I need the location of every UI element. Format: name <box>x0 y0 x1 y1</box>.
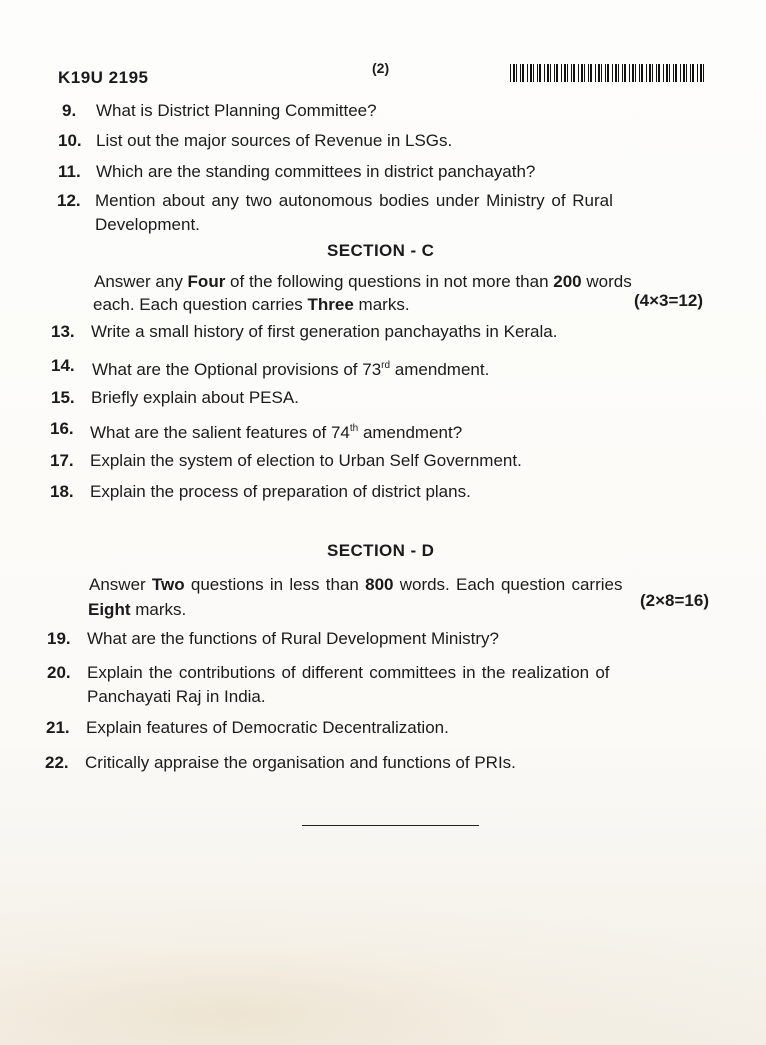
section-d-marks: (2×8=16) <box>640 591 709 610</box>
question-number: 14. <box>51 356 75 375</box>
section-d-title: SECTION - D <box>327 541 435 560</box>
question-number: 12. <box>57 191 81 210</box>
question-number: 11. <box>58 162 81 181</box>
question-number: 20. <box>47 663 71 682</box>
question-number: 16. <box>50 419 74 438</box>
question-text: What is District Planning Committee? <box>96 101 377 120</box>
question-number: 17. <box>50 451 74 470</box>
question-13 <box>51 321 557 343</box>
question-20-continued: Panchayati Raj in India. <box>87 687 266 706</box>
question-number: 9. <box>62 101 77 120</box>
question-text: Critically appraise the organisation and functions of PRIs. <box>85 753 516 772</box>
question-text: What are the functions of Rural Development Ministry? <box>87 629 499 648</box>
question-16 <box>50 418 462 444</box>
question-17 <box>50 450 522 472</box>
question-text: Which are the standing committees in district panchayath? <box>96 162 536 181</box>
section-c-instructions: Answer any Four of the following questions in not more than 200 words <box>94 272 632 291</box>
question-14 <box>51 355 489 381</box>
paper-stain <box>0 890 766 1045</box>
question-12 <box>57 190 613 212</box>
question-number: 19. <box>47 629 71 648</box>
question-20 <box>47 662 610 684</box>
section-d-instructions-line2: Eight marks. <box>88 600 187 619</box>
page-number: (2) <box>372 60 390 76</box>
question-number: 13. <box>51 322 75 341</box>
question-number: 10. <box>58 131 82 150</box>
question-text: Write a small history of first generation panchayaths in Kerala. <box>91 322 558 341</box>
question-19 <box>47 628 499 650</box>
question-number: 21. <box>46 718 70 737</box>
question-21 <box>46 717 449 739</box>
question-18 <box>50 481 471 503</box>
question-text: Mention about any two autonomous bodies under Ministry of Rural <box>95 191 613 210</box>
section-c-marks: (4×3=12) <box>634 291 703 310</box>
question-12-continued: Development. <box>95 215 200 234</box>
question-text: Explain features of Democratic Decentralization. <box>86 718 449 737</box>
barcode-image <box>510 64 706 82</box>
paper-code: K19U 2195 <box>58 68 149 87</box>
section-c-instructions-line2: each. Each question carries Three marks. <box>93 295 410 314</box>
end-of-paper-rule <box>302 825 479 826</box>
question-11 <box>58 161 535 183</box>
question-text: What are the Optional provisions of 73rd amendment. <box>92 360 490 379</box>
question-number: 22. <box>45 753 69 772</box>
question-15 <box>51 387 299 409</box>
question-22 <box>45 752 516 774</box>
question-number: 18. <box>50 482 74 501</box>
question-text: Explain the process of preparation of district plans. <box>90 482 471 501</box>
section-d-instructions: Answer Two questions in less than 800 words. Each question carries <box>89 575 623 594</box>
question-text: Briefly explain about PESA. <box>91 388 299 407</box>
question-10 <box>58 130 452 152</box>
question-9 <box>62 100 377 122</box>
question-text: What are the salient features of 74th amendment? <box>90 423 463 442</box>
question-text: Explain the system of election to Urban Self Government. <box>90 451 522 470</box>
question-text: List out the major sources of Revenue in LSGs. <box>96 131 453 150</box>
question-number: 15. <box>51 388 75 407</box>
question-text: Explain the contributions of different committees in the realization of <box>87 663 610 682</box>
section-c-title: SECTION - C <box>327 241 435 260</box>
